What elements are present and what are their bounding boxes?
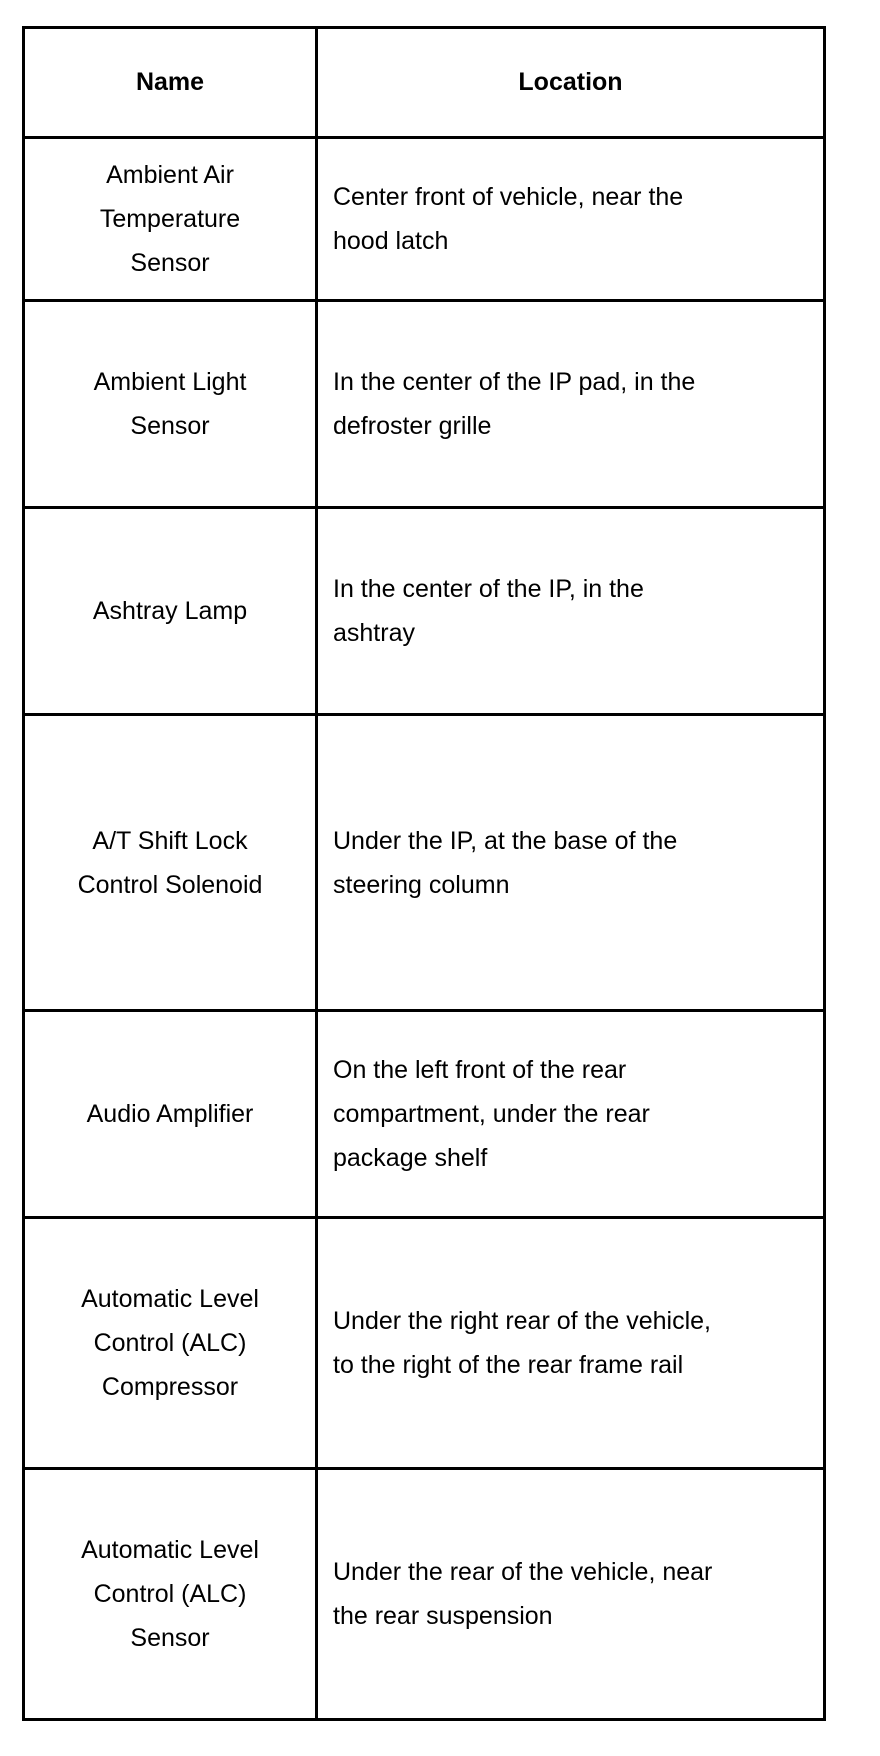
location-line: Center front of vehicle, near the (333, 183, 684, 211)
name-line: Sensor (130, 412, 210, 440)
name-cell (24, 138, 317, 301)
location-cell (317, 301, 825, 508)
table-row (24, 1011, 825, 1218)
location-line: the rear suspension (333, 1602, 553, 1630)
name-line: Automatic Level (81, 1285, 259, 1313)
location-line: In the center of the IP pad, in the (333, 368, 696, 396)
table-row (24, 138, 825, 301)
component-location-table-wrapper (22, 26, 823, 1721)
location-cell (317, 1469, 825, 1720)
location-cell (317, 715, 825, 1011)
location-cell (317, 138, 825, 301)
name-line: Ambient Air (106, 161, 234, 189)
name-cell (24, 1011, 317, 1218)
location-cell (317, 1218, 825, 1469)
location-cell (317, 508, 825, 715)
location-line: Under the right rear of the vehicle, (333, 1307, 711, 1335)
table-row (24, 508, 825, 715)
location-line: defroster grille (333, 412, 492, 440)
location-line: hood latch (333, 227, 449, 255)
name-line: Ambient Light (93, 368, 247, 396)
location-line: Under the rear of the vehicle, near (333, 1558, 713, 1586)
component-location-table (22, 26, 826, 1721)
location-line: ashtray (333, 619, 415, 647)
name-line: Audio Amplifier (86, 1100, 254, 1128)
name-line: Ashtray Lamp (92, 597, 248, 625)
name-line: Control Solenoid (77, 870, 263, 899)
name-column-header: Name (24, 28, 317, 138)
name-line: Control (ALC) (93, 1580, 247, 1608)
location-line: On the left front of the rear (333, 1056, 627, 1084)
name-line: Compressor (101, 1373, 239, 1401)
name-cell (24, 715, 317, 1011)
table-row (24, 301, 825, 508)
table-row (24, 715, 825, 1011)
table-row (24, 1218, 825, 1469)
location-line: steering column (333, 870, 510, 899)
name-line: A/T Shift Lock (92, 826, 248, 855)
name-line: Control (ALC) (93, 1329, 247, 1357)
name-cell (24, 301, 317, 508)
name-line: Sensor (130, 249, 210, 277)
name-cell (24, 508, 317, 715)
location-line: Under the IP, at the base of the (333, 826, 678, 855)
location-line: to the right of the rear frame rail (333, 1351, 684, 1379)
name-cell (24, 1469, 317, 1720)
name-line: Sensor (130, 1624, 210, 1652)
name-line: Temperature (99, 205, 241, 233)
name-line: Automatic Level (81, 1536, 259, 1564)
location-column-header: Location (317, 28, 825, 138)
location-line: package shelf (333, 1144, 488, 1172)
table-row (24, 1469, 825, 1720)
location-cell (317, 1011, 825, 1218)
location-line: In the center of the IP, in the (333, 575, 644, 603)
name-cell (24, 1218, 317, 1469)
table-header-row (24, 28, 825, 138)
location-line: compartment, under the rear (333, 1100, 650, 1128)
